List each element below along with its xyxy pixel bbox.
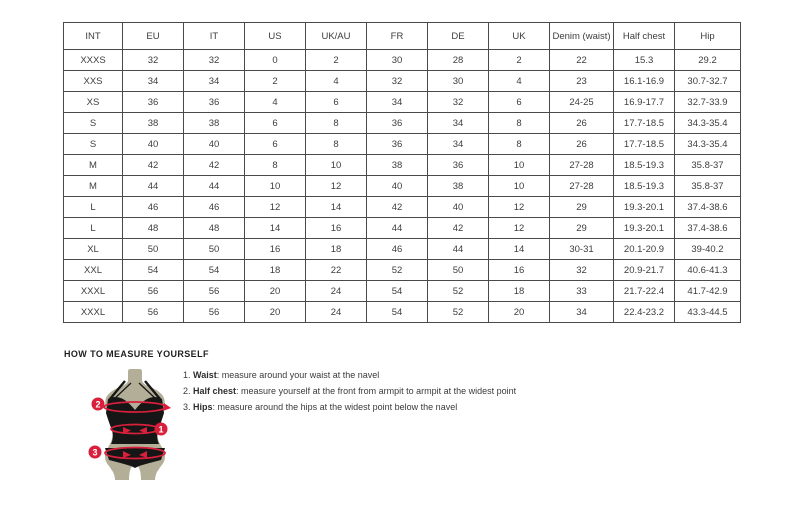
badge-2-chest-icon bbox=[92, 398, 105, 411]
size-table-cell: XS bbox=[64, 92, 123, 113]
instruction-text: : measure yourself at the front from armpit to armpit at the widest point bbox=[236, 386, 517, 396]
size-table-cell: 36 bbox=[367, 134, 428, 155]
size-table-cell: 12 bbox=[245, 197, 306, 218]
size-table-row bbox=[64, 71, 741, 92]
size-table-cell: 52 bbox=[428, 281, 489, 302]
size-table-cell: 43.3-44.5 bbox=[675, 302, 741, 323]
size-table-cell: 30-31 bbox=[550, 239, 614, 260]
size-table-cell: 17.7-18.5 bbox=[614, 134, 675, 155]
size-table-cell: 40 bbox=[184, 134, 245, 155]
size-table-cell: L bbox=[64, 197, 123, 218]
size-table-cell: 16 bbox=[245, 239, 306, 260]
measure-instructions-list bbox=[183, 371, 516, 419]
size-table-cell: 18.5-19.3 bbox=[614, 176, 675, 197]
size-table-cell: 54 bbox=[367, 302, 428, 323]
size-table-cell: 41.7-42.9 bbox=[675, 281, 741, 302]
size-table-cell: 39-40.2 bbox=[675, 239, 741, 260]
size-table-cell: 6 bbox=[245, 134, 306, 155]
col-header-de: DE bbox=[428, 23, 489, 50]
size-table-cell: L bbox=[64, 218, 123, 239]
size-table-cell: 28 bbox=[428, 50, 489, 71]
size-table-cell: 38 bbox=[428, 176, 489, 197]
size-table-cell: 20 bbox=[489, 302, 550, 323]
size-table-cell: 44 bbox=[367, 218, 428, 239]
col-header-us: US bbox=[245, 23, 306, 50]
size-table-cell: 4 bbox=[306, 71, 367, 92]
badge-3-hips-icon bbox=[89, 446, 102, 459]
size-table-cell: 44 bbox=[428, 239, 489, 260]
size-chart-table bbox=[63, 22, 741, 323]
size-table-cell: 35.8-37 bbox=[675, 155, 741, 176]
size-table-cell: 44 bbox=[184, 176, 245, 197]
instruction-label: Hips bbox=[193, 402, 213, 412]
size-table-cell: 24 bbox=[306, 302, 367, 323]
col-header-int: INT bbox=[64, 23, 123, 50]
size-table-cell: 20.1-20.9 bbox=[614, 239, 675, 260]
size-table-cell: 15.3 bbox=[614, 50, 675, 71]
measurement-figure bbox=[77, 368, 192, 486]
how-to-measure-title: HOW TO MEASURE YOURSELF bbox=[64, 349, 209, 359]
instruction-number: 1. bbox=[183, 370, 191, 380]
col-header-eu: EU bbox=[123, 23, 184, 50]
size-table-cell: 18 bbox=[306, 239, 367, 260]
size-table-cell: 0 bbox=[245, 50, 306, 71]
size-table-cell: 37.4-38.6 bbox=[675, 218, 741, 239]
size-table-cell: 10 bbox=[489, 155, 550, 176]
size-table-cell: 8 bbox=[489, 134, 550, 155]
size-table-cell: 50 bbox=[428, 260, 489, 281]
size-table-cell: 27-28 bbox=[550, 176, 614, 197]
size-table-cell: 48 bbox=[184, 218, 245, 239]
size-table-cell: 14 bbox=[245, 218, 306, 239]
body-measurement-illustration bbox=[77, 368, 192, 486]
size-table-cell: 26 bbox=[550, 113, 614, 134]
size-table-cell: 8 bbox=[489, 113, 550, 134]
size-table-cell: 10 bbox=[245, 176, 306, 197]
size-table-cell: XXXS bbox=[64, 50, 123, 71]
instruction-number: 3. bbox=[183, 402, 191, 412]
size-table-cell: 38 bbox=[123, 113, 184, 134]
size-table-cell: 22.4-23.2 bbox=[614, 302, 675, 323]
size-table-cell: 46 bbox=[123, 197, 184, 218]
size-table-cell: 12 bbox=[489, 197, 550, 218]
size-table-cell: 16 bbox=[489, 260, 550, 281]
size-table-cell: 20 bbox=[245, 281, 306, 302]
size-table-cell: 16.9-17.7 bbox=[614, 92, 675, 113]
size-table-cell: 42 bbox=[367, 197, 428, 218]
size-table-cell: 33 bbox=[550, 281, 614, 302]
size-table-row bbox=[64, 197, 741, 218]
instruction-hips bbox=[183, 403, 516, 412]
size-table-row bbox=[64, 302, 741, 323]
size-table-cell: S bbox=[64, 113, 123, 134]
size-table-cell: 50 bbox=[123, 239, 184, 260]
svg-text:3: 3 bbox=[92, 447, 98, 458]
size-table-cell: 32 bbox=[550, 260, 614, 281]
size-table-cell: XXL bbox=[64, 260, 123, 281]
size-table-cell: 32.7-33.9 bbox=[675, 92, 741, 113]
size-table-cell: 42 bbox=[428, 218, 489, 239]
size-table-cell: 34 bbox=[428, 113, 489, 134]
size-table-cell: 10 bbox=[306, 155, 367, 176]
size-table-cell: 36 bbox=[367, 113, 428, 134]
size-table-cell: XXS bbox=[64, 71, 123, 92]
size-table-cell: 4 bbox=[245, 92, 306, 113]
size-table-cell: 6 bbox=[245, 113, 306, 134]
col-header-it: IT bbox=[184, 23, 245, 50]
size-table-cell: 18 bbox=[245, 260, 306, 281]
size-table-row bbox=[64, 239, 741, 260]
size-table-cell: 54 bbox=[184, 260, 245, 281]
size-table-cell: 30.7-32.7 bbox=[675, 71, 741, 92]
size-table-cell: 8 bbox=[306, 113, 367, 134]
size-table-cell: 22 bbox=[550, 50, 614, 71]
size-table-cell: 50 bbox=[184, 239, 245, 260]
instruction-half-chest bbox=[183, 387, 516, 396]
size-table-cell: 22 bbox=[306, 260, 367, 281]
svg-text:2: 2 bbox=[95, 399, 101, 410]
size-table-cell: S bbox=[64, 134, 123, 155]
instruction-label: Waist bbox=[193, 370, 217, 380]
size-table-cell: 36 bbox=[123, 92, 184, 113]
size-table-cell: 24 bbox=[306, 281, 367, 302]
size-table-row bbox=[64, 218, 741, 239]
size-table-cell: 54 bbox=[367, 281, 428, 302]
size-table-cell: 40 bbox=[367, 176, 428, 197]
size-table-cell: 34 bbox=[367, 92, 428, 113]
size-table-cell: 34 bbox=[123, 71, 184, 92]
size-table-cell: 34.3-35.4 bbox=[675, 134, 741, 155]
size-table-cell: 2 bbox=[489, 50, 550, 71]
size-table-cell: 32 bbox=[428, 92, 489, 113]
size-table-cell: 21.7-22.4 bbox=[614, 281, 675, 302]
size-table-cell: XL bbox=[64, 239, 123, 260]
size-table-cell: 38 bbox=[367, 155, 428, 176]
size-table-cell: 26 bbox=[550, 134, 614, 155]
col-header-uk: UK bbox=[489, 23, 550, 50]
instruction-label: Half chest bbox=[193, 386, 237, 396]
size-table-cell: 56 bbox=[123, 302, 184, 323]
size-table-cell: 17.7-18.5 bbox=[614, 113, 675, 134]
col-header-fr: FR bbox=[367, 23, 428, 50]
size-table-cell: 20.9-21.7 bbox=[614, 260, 675, 281]
size-table-cell: XXXL bbox=[64, 302, 123, 323]
col-header-hip: Hip bbox=[675, 23, 741, 50]
size-table-cell: 12 bbox=[489, 218, 550, 239]
size-table-cell: 32 bbox=[123, 50, 184, 71]
size-table-cell: 20 bbox=[245, 302, 306, 323]
size-table-cell: 19.3-20.1 bbox=[614, 218, 675, 239]
badge-1-waist-icon bbox=[155, 423, 168, 436]
size-table-cell: XXXL bbox=[64, 281, 123, 302]
size-table-cell: 18 bbox=[489, 281, 550, 302]
size-table-row bbox=[64, 92, 741, 113]
size-table-cell: 30 bbox=[367, 50, 428, 71]
size-table-cell: 38 bbox=[184, 113, 245, 134]
size-table-cell: 42 bbox=[184, 155, 245, 176]
size-table-cell: 34 bbox=[184, 71, 245, 92]
size-table-cell: 29.2 bbox=[675, 50, 741, 71]
size-table-cell: 18.5-19.3 bbox=[614, 155, 675, 176]
size-table-cell: 32 bbox=[184, 50, 245, 71]
size-table-cell: 14 bbox=[489, 239, 550, 260]
size-table-cell: 16.1-16.9 bbox=[614, 71, 675, 92]
size-table-cell: 40 bbox=[123, 134, 184, 155]
size-table-cell: 14 bbox=[306, 197, 367, 218]
size-table-cell: 27-28 bbox=[550, 155, 614, 176]
size-table-cell: 52 bbox=[428, 302, 489, 323]
instruction-waist bbox=[183, 371, 516, 380]
size-table-cell: 56 bbox=[123, 281, 184, 302]
size-table-cell: 40.6-41.3 bbox=[675, 260, 741, 281]
size-table-cell: M bbox=[64, 176, 123, 197]
size-table-cell: 34.3-35.4 bbox=[675, 113, 741, 134]
size-table-cell: 40 bbox=[428, 197, 489, 218]
size-table-cell: 16 bbox=[306, 218, 367, 239]
col-header-ukau: UK/AU bbox=[306, 23, 367, 50]
size-table-cell: 32 bbox=[367, 71, 428, 92]
size-table-cell: 56 bbox=[184, 302, 245, 323]
size-table-cell: 56 bbox=[184, 281, 245, 302]
size-table-cell: 6 bbox=[306, 92, 367, 113]
size-table-cell: 42 bbox=[123, 155, 184, 176]
size-table-cell: 19.3-20.1 bbox=[614, 197, 675, 218]
col-header-denim: Denim (waist) bbox=[550, 23, 614, 50]
size-table-cell: 35.8-37 bbox=[675, 176, 741, 197]
svg-text:1: 1 bbox=[158, 424, 164, 435]
size-table-cell: 24-25 bbox=[550, 92, 614, 113]
size-table-cell: 44 bbox=[123, 176, 184, 197]
size-table-row bbox=[64, 134, 741, 155]
size-table-row bbox=[64, 176, 741, 197]
size-table-header-row bbox=[64, 23, 741, 50]
size-table-cell: 34 bbox=[428, 134, 489, 155]
instruction-number: 2. bbox=[183, 386, 191, 396]
size-table-cell: 54 bbox=[123, 260, 184, 281]
size-table-cell: 46 bbox=[367, 239, 428, 260]
size-table-cell: 46 bbox=[184, 197, 245, 218]
col-header-half-chest: Half chest bbox=[614, 23, 675, 50]
size-table-row bbox=[64, 113, 741, 134]
instruction-text: : measure around your waist at the navel bbox=[216, 370, 380, 380]
size-table-cell: 2 bbox=[306, 50, 367, 71]
size-table-cell: 37.4-38.6 bbox=[675, 197, 741, 218]
size-table-cell: 10 bbox=[489, 176, 550, 197]
size-table-row bbox=[64, 50, 741, 71]
size-table-cell: 36 bbox=[428, 155, 489, 176]
size-table-row bbox=[64, 281, 741, 302]
size-table-cell: 4 bbox=[489, 71, 550, 92]
size-table-cell: M bbox=[64, 155, 123, 176]
size-table-row bbox=[64, 260, 741, 281]
size-table-cell: 6 bbox=[489, 92, 550, 113]
size-table-cell: 48 bbox=[123, 218, 184, 239]
size-table-cell: 52 bbox=[367, 260, 428, 281]
size-table-cell: 12 bbox=[306, 176, 367, 197]
size-table-cell: 8 bbox=[245, 155, 306, 176]
size-table-cell: 8 bbox=[306, 134, 367, 155]
size-table-cell: 34 bbox=[550, 302, 614, 323]
size-table-cell: 23 bbox=[550, 71, 614, 92]
size-table-cell: 29 bbox=[550, 197, 614, 218]
size-table-cell: 2 bbox=[245, 71, 306, 92]
size-table-cell: 30 bbox=[428, 71, 489, 92]
size-table-cell: 29 bbox=[550, 218, 614, 239]
size-table-row bbox=[64, 155, 741, 176]
instruction-text: : measure around the hips at the widest point below the navel bbox=[212, 402, 458, 412]
size-table-cell: 36 bbox=[184, 92, 245, 113]
